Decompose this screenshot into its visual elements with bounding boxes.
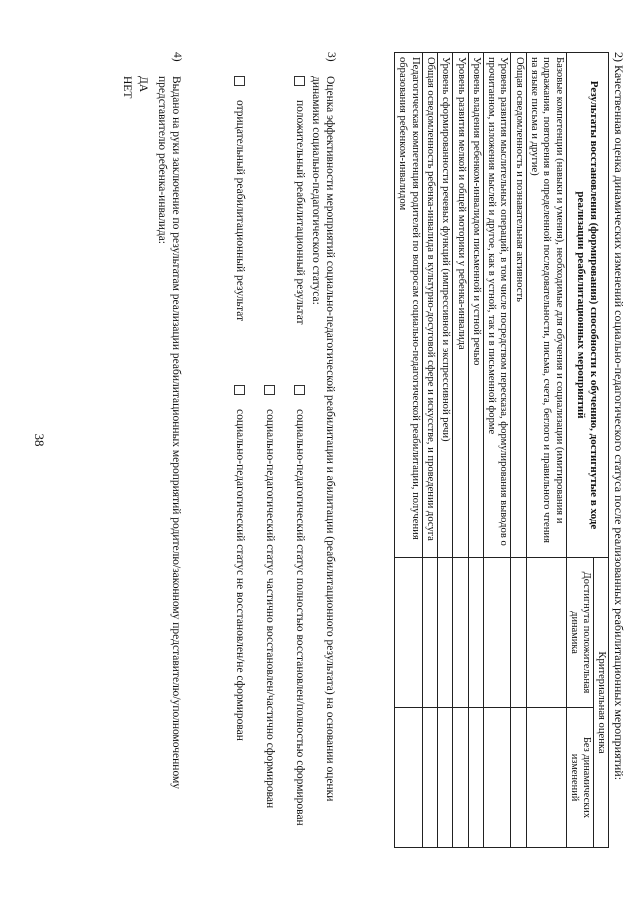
option-partially-restored[interactable] [263,385,277,855]
checkbox[interactable] [294,385,305,395]
table-cell-no-change [422,708,437,848]
table-cell-positive [395,558,423,708]
table-row [395,53,423,848]
table-cell-positive [422,558,437,708]
section-2-heading: 2) Качественная оценка динамических изменений социально-педагогического статуса после реализованных реабилитационных мероприятий: [612,52,626,781]
table-row-label: Уровень владения ребенком-инвалидом письменной и устной речью [468,53,483,558]
table-row-label: Общая осведомленность ребенка-инвалида в культурно-досуговой сфере и искусстве, и проведении досуга [422,53,437,558]
option-positive-result[interactable] [293,76,307,366]
section-3-number: 3) [325,52,337,62]
table-cell-no-change [438,708,453,848]
option-label: социально-педагогический статус полностью восстановлен/полностью сформирован [294,409,306,826]
table-cell-no-change [511,708,526,848]
table-row-label: Общая осведомленность и познавательная активность [511,53,526,558]
table-header-main: Результаты восстановления (формирования) способности к обучению, достигнутые в ходе реализации реабилитационных мероприятий [566,53,608,558]
checkbox[interactable] [234,385,245,395]
table-cell-no-change [483,708,511,848]
table-row-label: Уровень развития мелкой и общей моторики у ребенка-инвалида [453,53,468,558]
table-row [453,53,468,848]
table-cell-positive [453,558,468,708]
checkbox[interactable] [264,385,275,395]
page-number: 38 [32,433,47,447]
section-4-number: 4) [171,52,183,62]
option-label: социально-педагогический статус частично восстановлен/частично сформирован [264,409,276,809]
checkbox[interactable] [294,76,305,86]
table-cell-no-change [395,708,423,848]
table-header-no-dynamics: Без динамических изменений [566,708,593,848]
option-label: положительный реабилитационный результат [294,100,306,325]
table-cell-positive [526,558,566,708]
option-label: социально-педагогический статус не восстановлен/не сформирован [234,409,246,741]
table-cell-positive [468,558,483,708]
option-label: отрицательный реабилитационный результат [234,100,246,322]
table-row [468,53,483,848]
table-row [526,53,566,848]
table-cell-positive [511,558,526,708]
section-3-text: Оценка эффективности мероприятий социально-педагогической реабилитации и абилитации (реабилитационного результата) на основании оценки динамики социально-педагогического статуса: [309,76,336,802]
table-row-label: Уровень сформированности речевых функций (импрессивной и экспрессивной речи) [438,53,453,558]
table-row [511,53,526,848]
table-row-label: Базовые компетенции (навыки и умения), необходимые для обучения и социализации (имитирования и подражания, повторения в определенной последовательности, письма, счета, беглого и правильного чтения на языке письма и другие) [526,53,566,558]
checkbox[interactable] [234,76,245,86]
results-table [394,52,609,848]
table-row-label: Уровень развития мыслительных операций, в том числе посредством пересказа, формулирования выводов о прочитанном, изложения мыслей и другое, как в устной, так и в письменной форме [483,53,511,558]
table-header-positive-dynamics: Достигнута положительная динамика [566,558,593,708]
table-cell-no-change [468,708,483,848]
table-cell-positive [438,558,453,708]
table-cell-positive [483,558,511,708]
option-not-restored[interactable] [233,385,247,855]
table-header-criteria: Критериальная оценка [593,558,608,848]
table-row-label: Педагогическая компетенция родителей по вопросам социально-педагогической реабилитации, получения образования ребенком-инвалидом [395,53,423,558]
answer-yes[interactable]: ДА [137,76,149,93]
option-negative-result[interactable] [233,76,247,366]
table-cell-no-change [526,708,566,848]
table-row [438,53,453,848]
table-row [422,53,437,848]
option-fully-restored[interactable] [293,385,307,855]
rotated-page-content [65,40,625,860]
table-cell-no-change [453,708,468,848]
answer-no[interactable]: НЕТ [121,76,133,99]
table-row [483,53,511,848]
section-4-text: Выдано на руки заключение по результатам реализации реабилитационных мероприятий родителю/законному представителю/уполномоченному представителю ребенка-инвалида: [155,76,182,789]
